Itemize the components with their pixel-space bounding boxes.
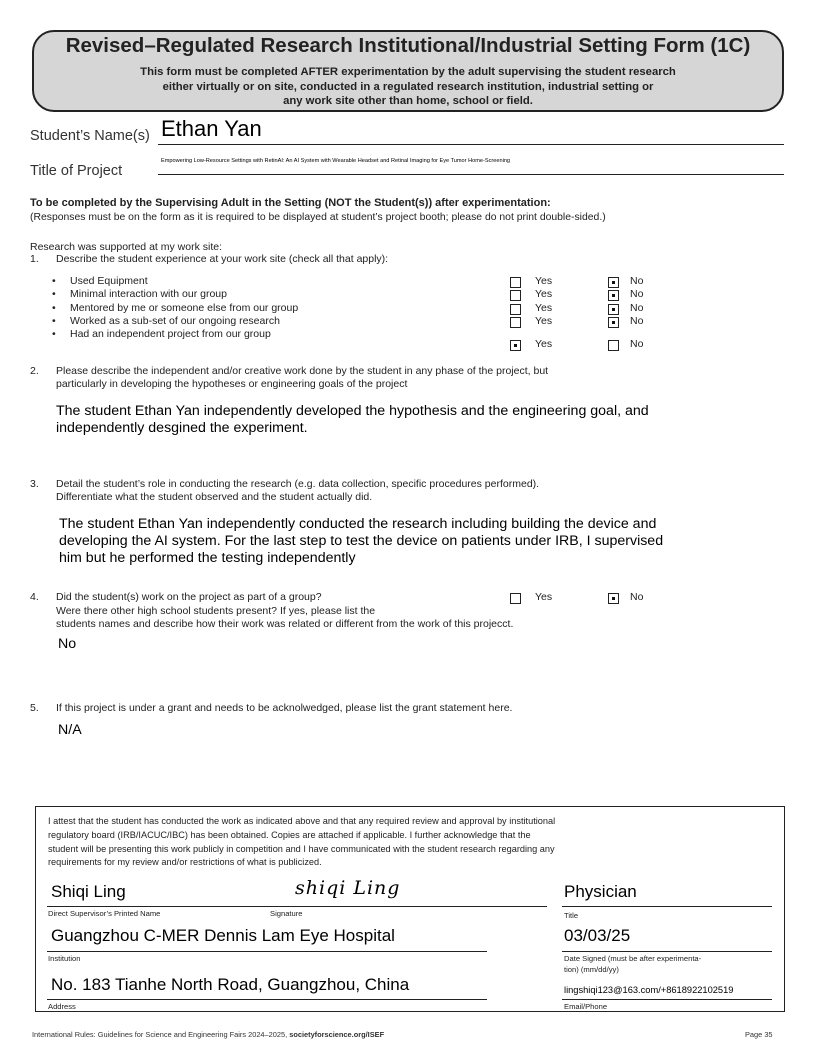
date-label-line: tion) (mm/dd/yy)	[564, 964, 619, 974]
attestation-line: requirements for my review and/or restrictions of what is publicized.	[48, 857, 322, 868]
date-signed-line	[562, 951, 772, 952]
q3-answer-line[interactable]: The student Ethan Yan independently conducted the research including building the device and	[59, 516, 657, 532]
address-line	[47, 999, 487, 1000]
q1-yes-checkbox[interactable]	[510, 304, 521, 315]
student-name-value[interactable]: Ethan Yan	[161, 116, 262, 141]
q4-yes-checkbox[interactable]	[510, 593, 521, 604]
list-item	[52, 302, 299, 314]
footer-text: International Rules: Guidelines for Science and Engineering Fairs 2024–2025,	[32, 1030, 288, 1039]
date-signed-value[interactable]: 03/03/25	[564, 926, 631, 945]
q1-yes-checkbox[interactable]	[510, 290, 521, 301]
supervisor-name-label: Direct Supervisor’s Printed Name	[48, 909, 161, 918]
yes-label: Yes	[535, 302, 553, 314]
supervisor-name-value[interactable]: Shiqi Ling	[51, 882, 126, 901]
supervisor-name-line	[47, 906, 547, 907]
q2-number: 2.	[30, 365, 39, 377]
footer-left	[32, 1030, 384, 1039]
q3-number: 3.	[30, 478, 39, 490]
q1-no-checkbox[interactable]	[608, 304, 619, 315]
q1-item-label: Worked as a sub-set of our ongoing research	[70, 315, 280, 327]
attestation-line: regulatory board (IRB/IACUC/IBC) has been obtained. Copies are attached if applicable. I further acknowledge that the	[48, 829, 531, 840]
footer-link[interactable]: societyforscience.org/ISEF	[289, 1030, 385, 1039]
institution-value[interactable]: Guangzhou C-MER Dennis Lam Eye Hospital	[51, 926, 395, 945]
email-phone-line	[562, 999, 772, 1000]
date-label-line: Date Signed (must be after experimenta-	[564, 954, 702, 963]
title-label: Title	[564, 911, 579, 920]
q1-item-label: Mentored by me or someone else from our group	[70, 302, 299, 314]
q1-yes-checkbox[interactable]	[510, 277, 521, 288]
instructions-heading: To be completed by the Supervising Adult in the Setting (NOT the Student(s)) after experimentation:	[30, 197, 551, 209]
address-value[interactable]: No. 183 Tianhe North Road, Guangzhou, China	[51, 975, 410, 994]
q1-no-checkbox[interactable]	[608, 317, 619, 328]
yes-label: Yes	[535, 315, 553, 327]
attestation-text	[48, 815, 555, 870]
instructions-note: (Responses must be on the form as it is required to be displayed at student’s project booth; please do not print double-sided.)	[30, 212, 606, 223]
q1-no-checkbox[interactable]	[608, 340, 619, 351]
attestation-line: student will be presenting this work publicly in competition and I have communicated with the student research regarding any	[48, 843, 555, 854]
q5-question: If this project is under a grant and needs to be acknolwedged, please list the grant statement here.	[56, 702, 513, 714]
q3-question-line: Detail the student’s role in conducting the research (e.g. data collection, specific procedures performed).	[56, 478, 540, 490]
yes-label: Yes	[535, 591, 553, 603]
bullet: •	[52, 288, 56, 300]
q1-question: Describe the student experience at your work site (check all that apply):	[56, 253, 389, 265]
no-label: No	[630, 302, 644, 314]
q1-item-label: Had an independent project from our group	[70, 328, 271, 340]
title-line	[562, 906, 772, 907]
form-subtitle	[64, 65, 752, 109]
student-name-line	[158, 144, 784, 145]
bullet: •	[52, 328, 56, 340]
date-signed-label	[564, 954, 701, 975]
list-item	[52, 328, 271, 340]
q5-answer[interactable]: N/A	[58, 722, 82, 738]
q2-question-line: Please describe the independent and/or creative work done by the student in any phase of the project, but	[56, 365, 549, 377]
project-title-label: Title of Project	[30, 163, 123, 179]
bullet: •	[52, 315, 56, 327]
yes-label: Yes	[535, 288, 553, 300]
address-label: Address	[48, 1002, 76, 1011]
project-title-line	[158, 174, 784, 175]
q2-question-line: particularly in developing the hypotheses or engineering goals of the project	[56, 378, 408, 390]
student-name-label: Student’s Name(s)	[30, 128, 150, 144]
form-title: Revised–Regulated Research Institutional/Industrial Setting Form (1C)	[65, 34, 751, 57]
bullet: •	[52, 302, 56, 314]
no-label: No	[630, 288, 644, 300]
email-phone-value[interactable]: lingshiqi123@163.com/+8618922102519	[564, 985, 734, 995]
bullet: •	[52, 275, 56, 287]
q4-answer[interactable]: No	[58, 636, 77, 652]
institution-label: Institution	[48, 954, 81, 963]
form-header	[32, 30, 784, 112]
subtitle-line: This form must be completed AFTER experimentation by the adult supervising the student research	[140, 66, 676, 78]
list-item	[52, 315, 280, 327]
yes-label: Yes	[535, 275, 553, 287]
q4-number: 4.	[30, 591, 39, 603]
q1-intro: Research was supported at my work site:	[30, 241, 222, 253]
signature-value[interactable]: shiqi Ling	[295, 877, 401, 899]
q5-number: 5.	[30, 702, 39, 714]
page-number: Page 35	[745, 1030, 773, 1039]
q3-answer-line[interactable]: him but he performed the testing independently	[59, 550, 356, 566]
q1-yes-checkbox[interactable]	[510, 340, 521, 351]
email-phone-label: Email/Phone	[564, 1002, 608, 1011]
q2-answer-line[interactable]: independently desgined the experiment.	[56, 420, 308, 436]
q1-item-label: Minimal interaction with our group	[70, 288, 227, 300]
q1-no-checkbox[interactable]	[608, 290, 619, 301]
no-label: No	[630, 591, 644, 603]
title-value[interactable]: Physician	[564, 882, 637, 901]
q3-question-line: Differentiate what the student observed and the student actually did.	[56, 491, 373, 503]
q2-answer-line[interactable]: The student Ethan Yan independently developed the hypothesis and the engineering goal, and	[56, 403, 649, 419]
yes-label: Yes	[535, 338, 553, 350]
q1-item-label: Used Equipment	[70, 275, 148, 287]
institution-line	[47, 951, 487, 952]
q1-no-checkbox[interactable]	[608, 277, 619, 288]
list-item	[52, 288, 227, 300]
q4-no-checkbox[interactable]	[608, 593, 619, 604]
no-label: No	[630, 275, 644, 287]
subtitle-line: either virtually or on site, conducted in a regulated research institution, industrial setting or	[162, 80, 654, 93]
subtitle-line: any work site other than home, school or field.	[283, 95, 533, 107]
list-item	[52, 275, 148, 287]
q1-number: 1.	[30, 253, 39, 265]
q4-question-line: Were there other high school students present? If yes, please list the	[56, 605, 376, 617]
q4-question-line: students names and describe how their work was related or different from the work of this projecct.	[56, 618, 514, 630]
q3-answer-line[interactable]: developing the AI system. For the last step to test the device on patients under IRB, I supervised	[59, 533, 664, 549]
no-label: No	[630, 315, 644, 327]
signature-label: Signature	[270, 909, 303, 918]
project-title-value[interactable]: Empowering Low-Resource Settings with RetinAI: An AI System with Wearable Headset and Retinal Imaging for Eye Tumor Home-Screening	[161, 158, 511, 164]
no-label: No	[630, 338, 644, 350]
q1-yes-checkbox[interactable]	[510, 317, 521, 328]
q4-question-line: Did the student(s) work on the project as part of a group?	[56, 591, 322, 603]
attestation-line: I attest that the student has conducted the work as indicated above and that any required review and approval by institutional	[48, 816, 556, 826]
